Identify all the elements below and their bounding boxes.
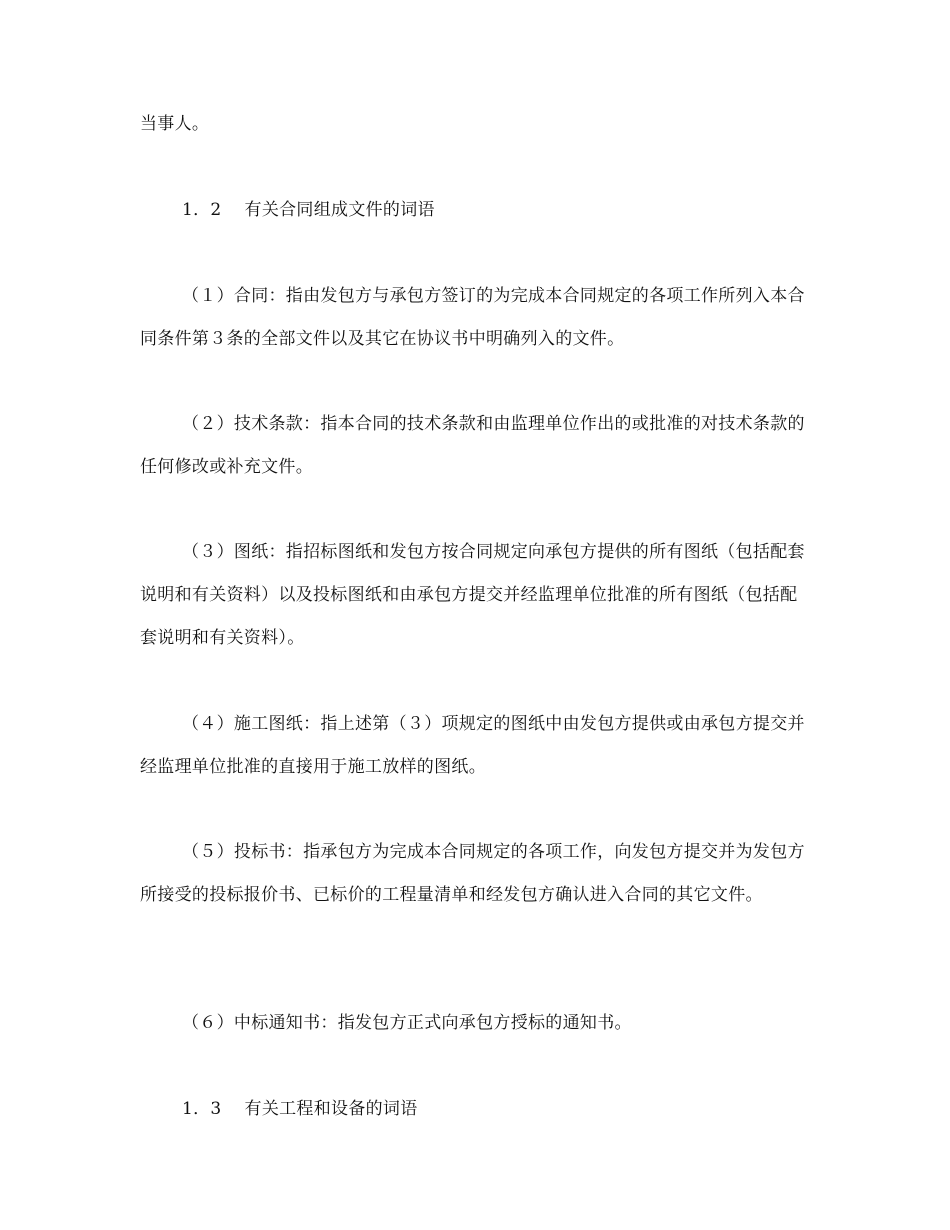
paragraph-technical-terms: （２）技术条款：指本合同的技术条款和由监理单位作出的或批准的对技术条款的任何修改或补充文件。 (140, 414, 805, 477)
paragraph-construction-drawings: （４）施工图纸：指上述第（３）项规定的图纸中由发包方提供或由承包方提交并经监理单位批准的直接用于施工放样的图纸。 (140, 714, 805, 777)
paragraph-award-notice: （６）中标通知书：指发包方正式向承包方授标的通知书。 (182, 1013, 632, 1033)
paragraph-drawings: （３）图纸：指招标图纸和发包方按合同规定向承包方提供的所有图纸（包括配套说明和有关资料）以及投标图纸和由承包方提交并经监理单位批准的所有图纸（包括配套说明和有关资料）。 (140, 542, 805, 648)
section-heading-1-2: 1．2 有关合同组成文件的词语 (182, 200, 435, 220)
paragraph-tender: （５）投标书：指承包方为完成本合同规定的各项工作，向发包方提交并为发包方所接受的投标报价书、已标价的工程量清单和经发包方确认进入合同的其它文件。 (140, 842, 805, 905)
section-heading-1-3: 1．3 有关工程和设备的词语 (182, 1099, 418, 1119)
paragraph-continuation: 当事人。 (140, 114, 210, 134)
paragraph-contract: （１）合同：指由发包方与承包方签订的为完成本合同规定的各项工作所列入本合同条件第３条的全部文件以及其它在协议书中明确列入的文件。 (140, 286, 805, 349)
